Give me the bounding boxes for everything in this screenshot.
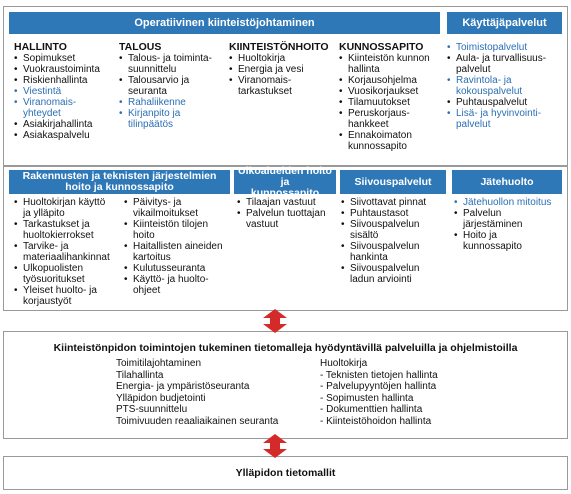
list-item: - Kiinteistöhoidon hallinta: [320, 415, 432, 427]
list-item: • Kulutusseuranta: [124, 263, 234, 274]
list-item: • Talous- ja toiminta- suunnittelu: [119, 53, 229, 75]
list-item: • Tilamuutokset: [339, 97, 445, 108]
building-list: [124, 197, 234, 296]
double-arrow-icon: [262, 434, 288, 458]
list-item: • Toimistopalvelut: [447, 42, 565, 53]
list-item: • Talousarvio ja seuranta: [119, 75, 229, 97]
waste-management-header: Jätehuolto: [452, 170, 562, 194]
list-item: Ylläpidon budjetointi: [116, 392, 206, 404]
outdoor-list-column: [237, 197, 341, 230]
list-item: • Hoito ja kunnossapito: [454, 230, 566, 252]
column-talous: [119, 41, 229, 130]
list-item: • Kiinteistön tilojen hoito: [124, 219, 234, 241]
column-kiinteistonhoito: [229, 41, 337, 97]
list-item: • Puhtauspalvelut: [447, 97, 565, 108]
column-hallinto: [14, 41, 114, 141]
list-item: - Dokumenttien hallinta: [320, 404, 423, 415]
list-item: • Tarkastukset ja huoltokierrokset: [14, 219, 126, 241]
kiinteistonhoito-list: [229, 53, 337, 97]
list-item: Toimivuuden reaaliaikainen seuranta: [116, 415, 279, 427]
list-item: Tilahallinta: [116, 369, 164, 381]
list-item: Energia- ja ympäristöseuranta: [116, 381, 250, 392]
cleaning-list-column: [341, 197, 449, 285]
huoltokirja-list: [320, 370, 520, 428]
bottom-title: Ylläpidon tietomallit: [235, 467, 336, 479]
list-item: • Sopimukset: [14, 53, 114, 64]
list-item: • Käyttö- ja huolto- ohjeet: [124, 274, 234, 296]
column-title: HALLINTO: [14, 41, 67, 53]
waste-list: [454, 197, 566, 252]
list-item: • Vuokraustoiminta: [14, 64, 114, 75]
list-item: • Aula- ja turvallisuus- palvelut: [447, 53, 565, 75]
outdoor-areas-header: Ulkoalueiden hoito ja kunnossapito: [234, 170, 336, 194]
list-item: • Palvelun järjestäminen: [454, 208, 566, 230]
outdoor-list: [237, 197, 341, 230]
list-item: • Ulkopuolisten työsuoritukset: [14, 263, 126, 285]
huoltokirja-title: Huoltokirja: [320, 358, 368, 369]
list-item: • Siivouspalvelun sisältö: [341, 219, 449, 241]
list-item: • Siivouspalvelun ladun arviointi: [341, 263, 449, 285]
list-item: • Viranomais- yhteydet: [14, 97, 114, 119]
kunnossapito-list: [339, 53, 445, 152]
talous-list: [119, 53, 229, 130]
list-item: - Palvelupyyntöjen hallinta: [320, 381, 437, 392]
list-item: • Viranomais- tarkastukset: [229, 75, 337, 97]
list-item: • Huoltokirjan käyttö ja ylläpito: [14, 197, 126, 219]
list-item: • Riskienhallinta: [14, 75, 114, 86]
list-item: • Siivouspalvelun hankinta: [341, 241, 449, 263]
list-item: Toimitilajohtaminen: [116, 358, 202, 369]
list-item: • Asiakirjahallinta: [14, 119, 114, 130]
list-item: • Tilaajan vastuut: [237, 197, 341, 208]
list-item: • Viestintä: [14, 86, 114, 97]
building-list-right: [124, 197, 234, 296]
operative-management-header: Operatiivinen kiinteistöjohtaminen: [9, 12, 440, 34]
list-item: • Tarvike- ja materiaalihankinnat: [14, 241, 126, 263]
list-item: • Energia ja vesi: [229, 64, 337, 75]
list-item: • Asiakaspalvelu: [14, 130, 114, 141]
support-title: Kiinteistönpidon toimintojen tukeminen tietomalleja hyödyntävillä palveluilla ja ohjelmistoilla: [53, 342, 518, 354]
waste-list-column: [454, 197, 566, 252]
list-item: • Huoltokirja: [229, 53, 337, 64]
list-item: • Yleiset huolto- ja korjaustyöt: [14, 285, 126, 307]
list-item: • Puhtaustasot: [341, 208, 449, 219]
list-item: - Teknisten tietojen hallinta: [320, 369, 438, 381]
list-item: • Siivottavat pinnat: [341, 197, 449, 208]
list-item: • Jätehuollon mitoitus: [454, 197, 566, 208]
list-item: • Kiinteistön kunnon hallinta: [339, 53, 445, 75]
hallinto-list: [14, 53, 114, 141]
double-arrow-icon: [262, 309, 288, 333]
column-title: KIINTEISTÖNHOITO: [229, 41, 329, 53]
user-services-header: Käyttäjäpalvelut: [447, 12, 562, 34]
list-item: • Päivitys- ja vikailmoitukset: [124, 197, 234, 219]
cleaning-list: [341, 197, 449, 285]
user-services-column: [447, 42, 565, 130]
list-item: • Lisä- ja hyvinvointi- palvelut: [447, 108, 565, 130]
support-left-list: [116, 358, 316, 427]
building-systems-header: Rakennusten ja teknisten järjestelmien hoito ja kunnossapito: [9, 170, 230, 194]
column-title: TALOUS: [119, 41, 162, 53]
list-item: • Rahaliikenne: [119, 97, 229, 108]
list-item: - Sopimusten hallinta: [320, 392, 414, 404]
list-item: • Haitallisten aineiden kartoitus: [124, 241, 234, 263]
list-item: • Palvelun tuottajan vastuut: [237, 208, 341, 230]
list-item: • Ravintola- ja kokouspalvelut: [447, 75, 565, 97]
building-list-left: [14, 197, 126, 307]
list-item: • Kirjanpito ja tilinpäätös: [119, 108, 229, 130]
support-right-column: [320, 358, 520, 427]
user-services-list: [447, 42, 565, 130]
cleaning-services-header: Siivouspalvelut: [340, 170, 446, 194]
list-item: • Peruskorjaus- hankkeet: [339, 108, 445, 130]
column-kunnossapito: [339, 41, 445, 152]
column-title: KUNNOSSAPITO: [339, 41, 424, 53]
list-item: PTS-suunnittelu: [116, 404, 188, 415]
list-item: • Vuosikorjaukset: [339, 86, 445, 97]
building-list: [14, 197, 126, 307]
list-item: • Korjausohjelma: [339, 75, 445, 86]
list-item: • Ennakoimaton kunnossapito: [339, 130, 445, 152]
